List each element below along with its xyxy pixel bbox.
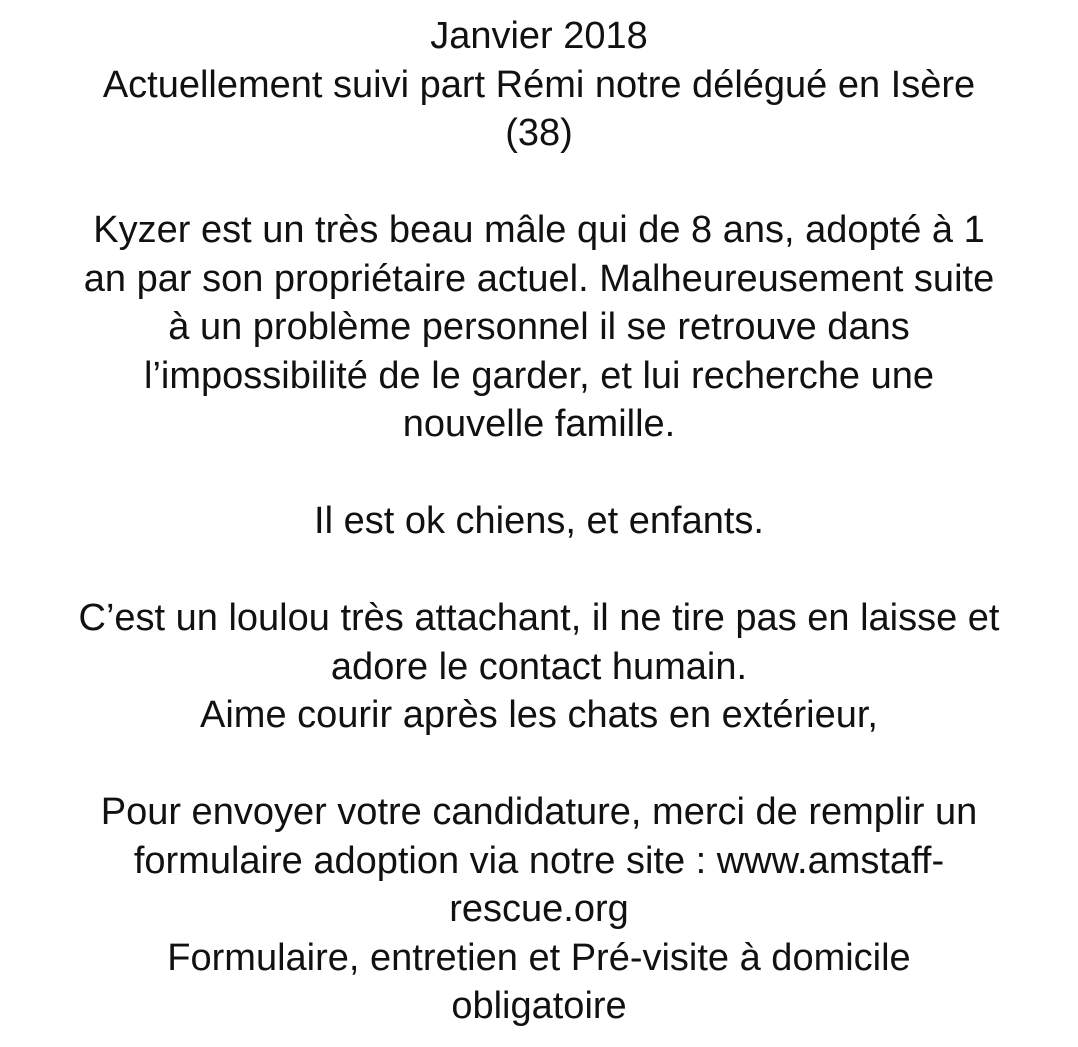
paragraph-spacer — [0, 546, 1078, 595]
follow-up-line: Actuellement suivi part Rémi notre délégué en Isère — [102, 63, 976, 106]
paragraph-header — [0, 12, 1078, 158]
text-line: Pour envoyer votre candidature, merci de remplir un — [100, 791, 978, 833]
paragraph-spacer — [0, 740, 1078, 789]
paragraph-description — [0, 206, 1078, 449]
text-line: Il est ok chiens, et enfants. — [314, 500, 764, 542]
text-line: Kyzer est un très beau mâle qui de 8 ans, adopté à 1 — [93, 209, 985, 251]
text-line: an par son propriétaire actuel. Malheureusement suite — [83, 257, 995, 300]
text-line: Formulaire, entretien et Pré-visite à domicile — [167, 936, 911, 979]
text-line: nouvelle famille. — [402, 403, 676, 445]
text-line: formulaire adoption via notre site : www.amstaff- — [133, 839, 945, 882]
paragraph-spacer — [0, 158, 1078, 207]
text-line: C’est un loulou très attachant, il ne tire pas en laisse et — [78, 597, 1000, 639]
department-line: (38) — [505, 112, 573, 154]
paragraph-compatibility — [0, 497, 1078, 546]
text-line: adore le contact humain. — [330, 645, 748, 688]
date-line: Janvier 2018 — [430, 15, 648, 57]
adoption-text — [0, 12, 1078, 1031]
text-line: rescue.org — [449, 888, 629, 930]
text-line: à un problème personnel il se retrouve dans — [168, 306, 910, 348]
paragraph-temperament — [0, 594, 1078, 740]
text-line: obligatoire — [451, 985, 627, 1027]
text-line: l’impossibilité de le garder, et lui recherche une — [144, 354, 934, 397]
paragraph-spacer — [0, 449, 1078, 498]
paragraph-application — [0, 788, 1078, 1031]
text-line: Aime courir après les chats en extérieur, — [200, 694, 878, 736]
